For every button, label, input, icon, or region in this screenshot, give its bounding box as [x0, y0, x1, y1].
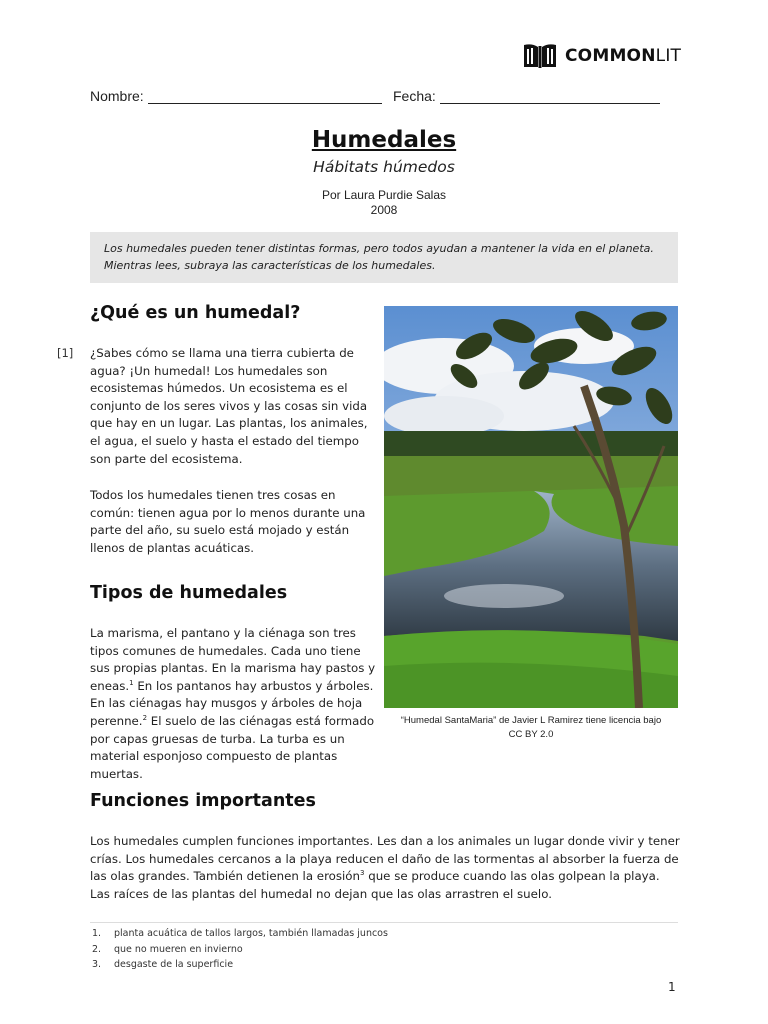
footnote-ref-2[interactable]: 2 [142, 714, 148, 723]
date-field[interactable] [393, 88, 660, 104]
article-title: Humedales [311, 127, 457, 153]
commonlit-logo [522, 42, 681, 70]
intro-line-2: Mientras lees, subraya las características de los humedales. [104, 259, 436, 272]
date-line[interactable] [440, 89, 660, 104]
author-block [0, 188, 768, 218]
section-heading-what-is: ¿Qué es un humedal? [90, 303, 301, 323]
logo-text: COMMONLIT [565, 46, 682, 66]
author-name: Por Laura Purdie Salas [321, 188, 447, 202]
footnote-ref-3[interactable]: 3 [360, 869, 365, 878]
paragraph-number: [1] [57, 346, 74, 360]
date-label: Fecha: [393, 88, 436, 104]
section-heading-types: Tipos de humedales [90, 583, 288, 603]
paragraph-functions: Los humedales cumplen funciones importantes. Les dan a los animales un lugar donde vivir y tener crías. Los humedales cercanos a la playa reducen el daño de las tormentas al absorber la fuerza de las olas grandes. También detienen la erosión$^3$ que se produce cuando las olas golpean la playa. Las raíces de las plantas del humedal no dejan que las olas arrastren el suelo. [90, 834, 680, 901]
footnote-ref-1[interactable]: 1 [129, 678, 134, 687]
footnote-3: 3. desgaste de la superficie [92, 959, 234, 970]
caption-line-1: “Humedal SantaMaria” de Javier L Ramirez tiene licencia bajo [400, 715, 662, 726]
wetland-photo [384, 306, 678, 708]
paragraph-types: La marisma, el pantano y la ciénaga son tres tipos comunes de humedales. Cada uno tiene sus propias plantas. En la marisma hay pastos y eneas.$^1$ En los pantanos hay arbustos y árboles. En las ciénagas hay musgos y árboles de hoja perenne.$^2$ El suelo de las ciénagas está formado por capas gruesas de turba. La turba es un material esponjoso compuesto de plantas muertas. [90, 626, 376, 781]
paragraph-what-is-2: Todos los humedales tienen tres cosas en común: tienen agua por lo menos durante una parte del año, su suelo está mojado y están llenos de plantas acuáticas. [90, 488, 366, 555]
open-book-icon [522, 42, 558, 70]
caption-license[interactable]: CC BY 2.0 [508, 729, 554, 740]
section-heading-functions: Funciones importantes [90, 791, 316, 811]
intro-line-1: Los humedales pueden tener distintas formas, pero todos ayudan a mantener la vida en el planeta. [104, 242, 654, 255]
article-subtitle: Hábitats húmedos [313, 158, 455, 176]
name-label: Nombre: [90, 88, 144, 104]
footnote-2: 2. que no mueren en invierno [92, 944, 243, 955]
photo-caption [384, 714, 678, 742]
page-number: 1 [668, 980, 676, 994]
publication-year: 2008 [370, 203, 398, 217]
name-field[interactable] [90, 88, 382, 104]
footnote-1: 1. planta acuática de tallos largos, también llamadas juncos [92, 928, 388, 939]
footnote-divider [90, 922, 678, 923]
name-line[interactable] [148, 89, 382, 104]
intro-box [90, 232, 678, 283]
paragraph-what-is-1: ¿Sabes cómo se llama una tierra cubierta de agua? ¡Un humedal! Los humedales son ecosistemas húmedos. Un ecosistema es el conjunto de los seres vivos y las cosas sin vida que hay en un lugar. Las plantas, los animales, el agua, el suelo y hasta el estado del tiempo son parte del ecosistema. [90, 346, 368, 466]
